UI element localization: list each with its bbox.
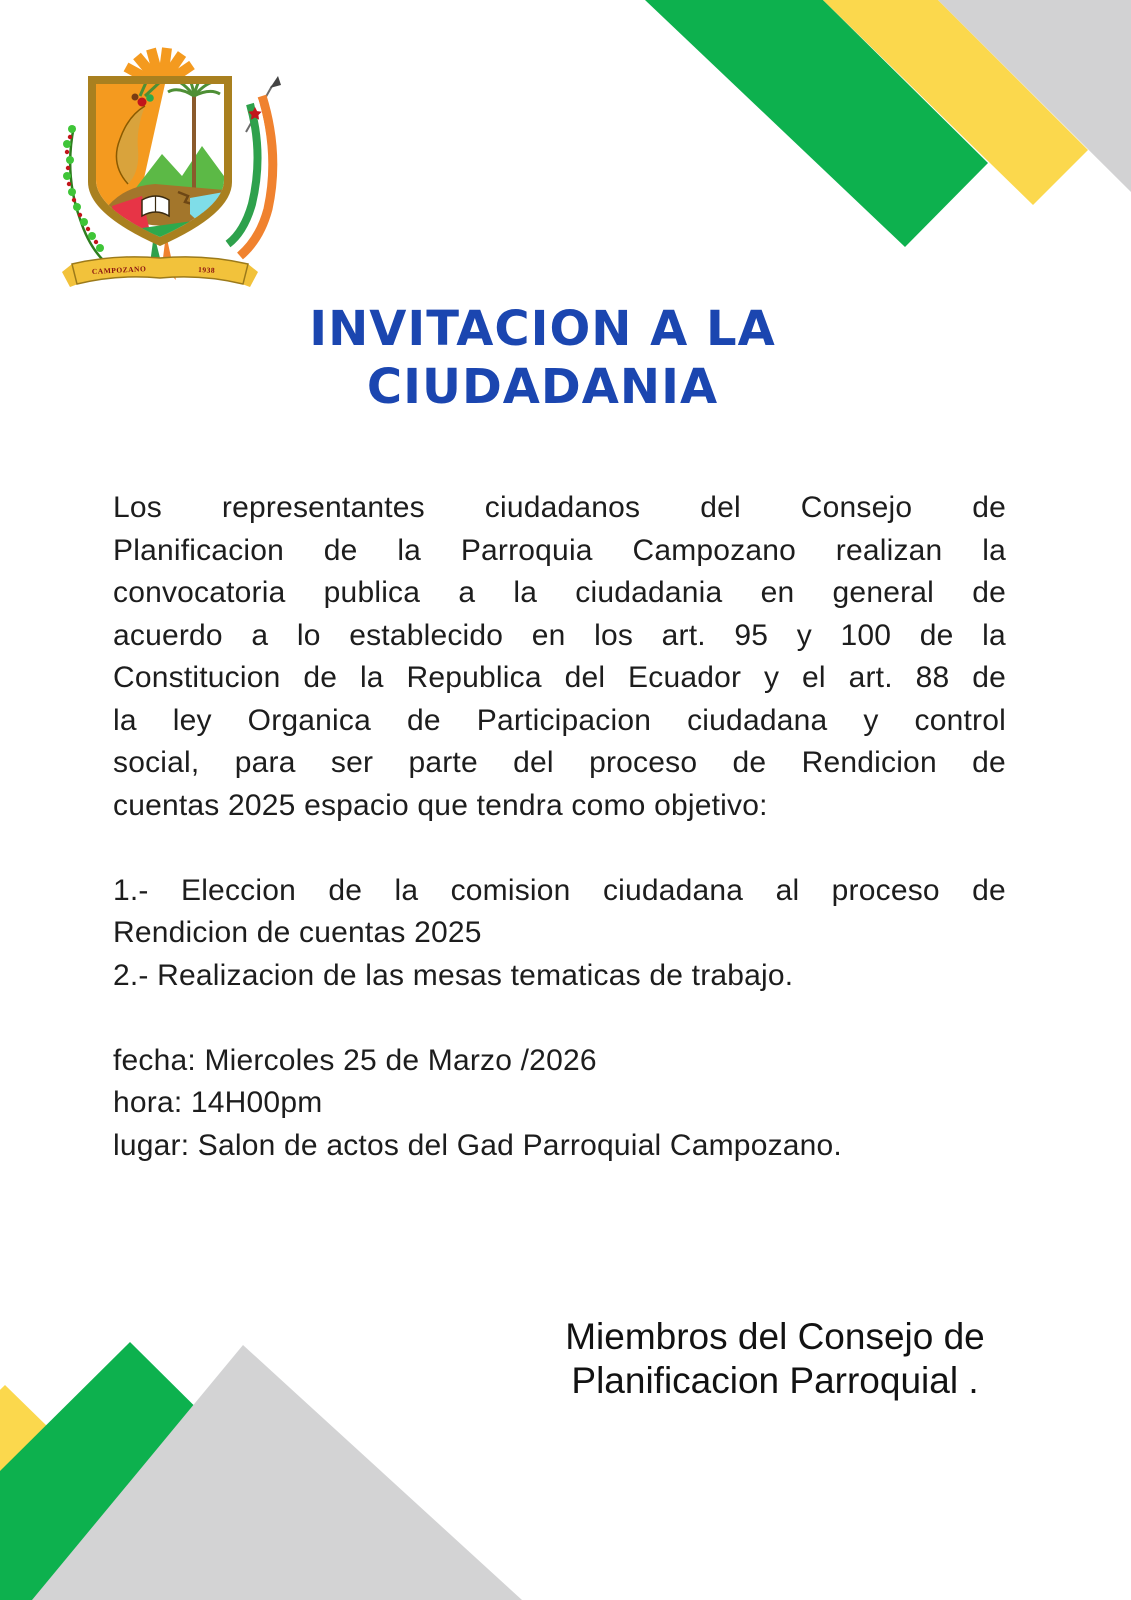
body-line: hora: 14H00pm — [113, 1086, 323, 1119]
body-line: acuerdo a lo establecido en los art. 95 y 100 de la — [113, 618, 1006, 652]
body-line: 1.- Eleccion de la comision ciudadana al proceso de — [113, 873, 1006, 907]
body-line: lugar: Salon de actos del Gad Parroquial Campozano. — [113, 1128, 842, 1162]
top-right-stripe-gray — [938, 0, 1131, 192]
body-flow — [113, 487, 1006, 1167]
body-line: Constitucion de la Republica del Ecuador y el art. 88 de — [113, 661, 1006, 694]
page-title-line2: CIUDADANIA — [366, 359, 719, 415]
flag-and-spear-icon — [228, 76, 281, 256]
banner-text-right: 1938 — [197, 265, 216, 275]
signature-block — [545, 1315, 1005, 1403]
page-title — [60, 300, 1025, 416]
body-line: la ley Organica de Participacion ciudadana y control — [113, 703, 1006, 737]
body-line: fecha: Miercoles 25 de Marzo /2026 — [113, 1043, 597, 1077]
page-title-line1: INVITACION A LA — [309, 301, 776, 357]
signature-line2: Planificacion Parroquial . — [571, 1360, 979, 1401]
body-line: convocatoria publica a la ciudadania en general de — [113, 576, 1006, 609]
body-line: Rendicion de cuentas 2025 — [113, 916, 482, 949]
bottom-left-mountain-green — [0, 1342, 390, 1600]
scroll-banner — [62, 257, 258, 287]
body-line: Planificacion de la Parroquia Campozano realizan la — [113, 533, 1006, 567]
bottom-left-mountain-yellow — [0, 1385, 225, 1600]
body-line — [113, 827, 1006, 870]
body-line: social, para ser parte del proceso de Rendicion de — [113, 746, 1006, 779]
body-line: Los representantes ciudadanos del Consejo de — [113, 491, 1006, 524]
top-right-stripe-green — [645, 0, 988, 247]
body-line — [113, 997, 1006, 1040]
signature-line1: Miembros del Consejo de — [565, 1316, 985, 1357]
palm-trunk — [192, 96, 196, 194]
bottom-left-mountain-gray — [32, 1345, 522, 1600]
body-line: 2.- Realizacion de las mesas tematicas de trabajo. — [113, 958, 794, 992]
body-line: cuentas 2025 espacio que tendra como objetivo: — [113, 788, 768, 822]
top-right-stripe-yellow — [823, 0, 1088, 205]
campozano-coat-of-arms — [50, 34, 284, 304]
banner-text-left: CAMPOZANO — [91, 264, 147, 276]
